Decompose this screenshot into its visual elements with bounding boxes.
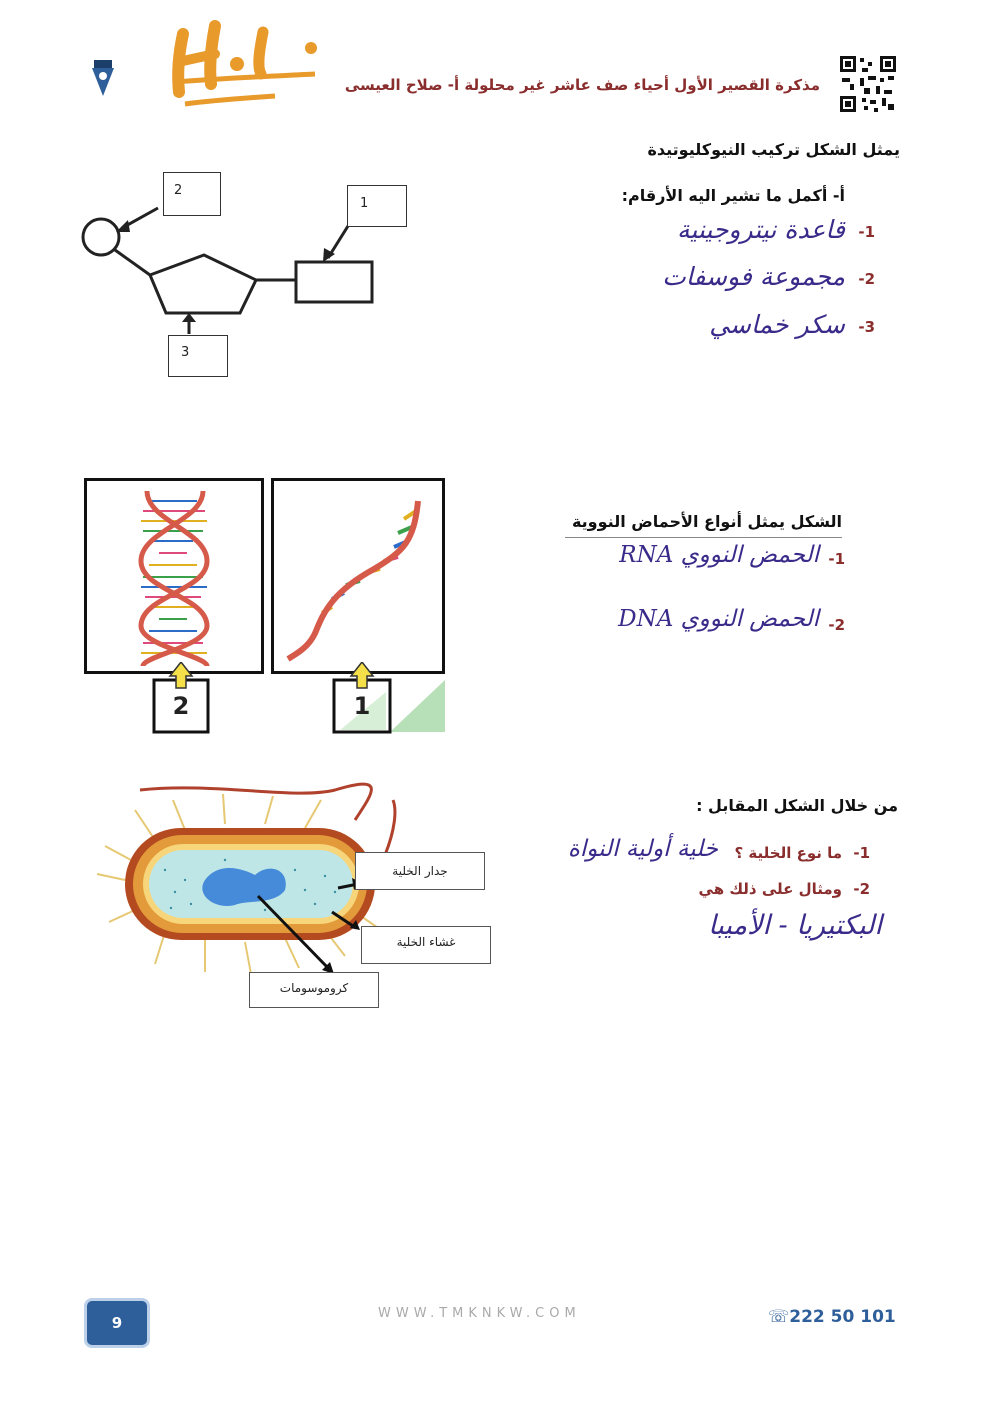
section2-title: الشكل يمثل أنواع الأحماض النووية [571,512,842,531]
logo [165,12,325,112]
panel-2-label: 2 [152,662,210,734]
header-title: مذكرة القصير الأول أحياء صف عاشر غير محلولة أ- صلاح العيسى [344,76,820,94]
phone-logo-icon [88,56,118,100]
section1-subtitle: أ- أكمل ما تشير اليه الأرقام: [621,186,845,205]
bacteria-arrows [250,870,370,980]
dna-panel [84,478,264,674]
footer-website: WWW.TMKNKW.COM [378,1306,581,1321]
rna-panel [271,478,445,674]
callout-cell-wall: جدار الخلية [355,852,485,890]
cell-question-1: 1- ما نوع الخلية ؟ خلية أولية النواة [567,836,870,862]
dna-double-helix-icon [87,481,261,671]
callout-cell-membrane: غشاء الخلية [361,926,491,964]
label-box-2: 2 [163,172,221,216]
answer-row-1: 1- قاعدة نيتروجينية [676,215,875,244]
nucleic-row-2: 2- الحمض النووي DNA [618,606,845,634]
section2-title-underline [565,537,842,538]
label-box-3: 3 [168,335,228,377]
cell-example-answer: البكتيريا - الأميبا [708,910,882,941]
section1-title: يمثل الشكل تركيب النيوكليوتيدة [647,140,900,159]
rna-single-strand-icon [274,481,442,671]
answer-row-3: 3- سكر خماسي [709,310,875,339]
cell-question-2: 2- ومثال على ذلك هي [698,880,870,898]
answer-row-2: 2- مجموعة فوسفات [662,262,875,291]
label-box-1: 1 [347,185,407,227]
panel-1-label: 1 [332,662,445,734]
footer-phone: ☏222 50 101 [768,1307,896,1327]
nucleic-row-1: 1- الحمض النووي RNA [619,542,845,568]
callout-chromosomes: كروموسومات [249,972,379,1008]
qr-code-icon [838,54,898,114]
page-number: 9 [84,1298,150,1348]
section3-title: من خلال الشكل المقابل : [696,796,898,815]
